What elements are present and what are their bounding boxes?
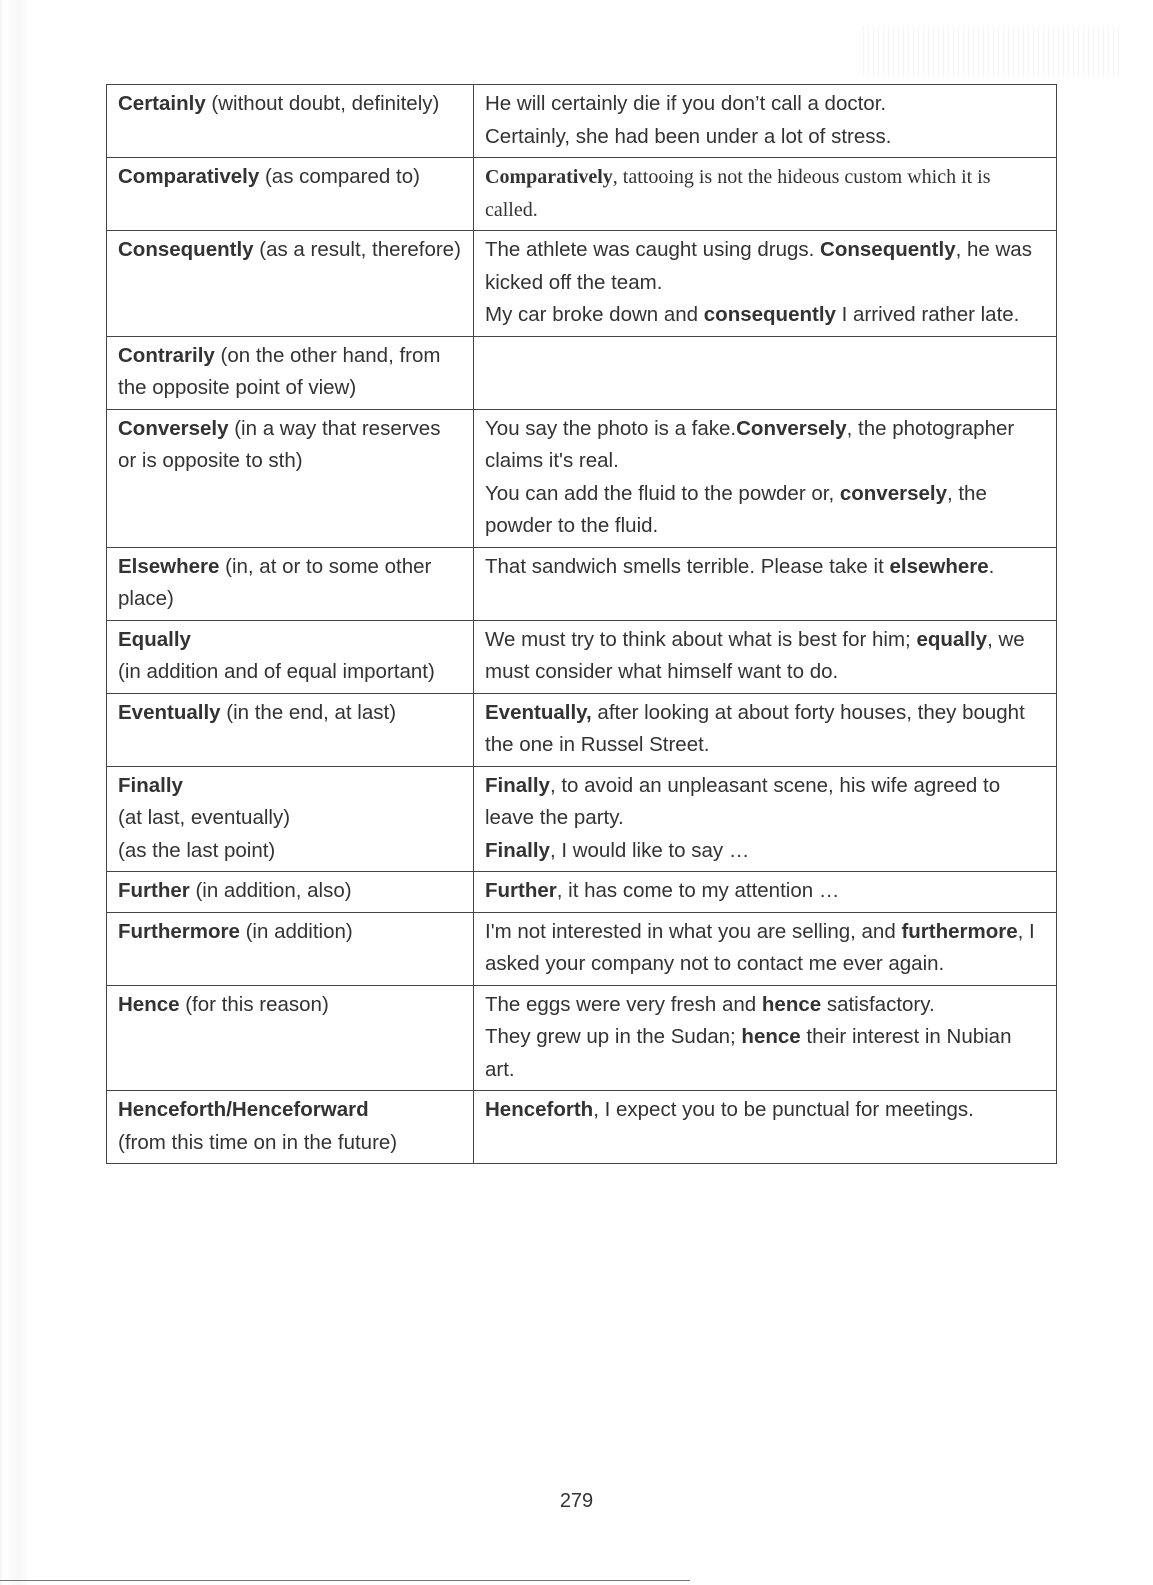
example-sentence [485, 88, 1046, 121]
example-sentence [485, 697, 1046, 762]
example-cell [474, 547, 1057, 620]
example-cell [474, 985, 1057, 1091]
example-sentence [485, 551, 1046, 584]
term-cell [107, 1091, 474, 1164]
term-word: Conversely [118, 416, 229, 440]
term-gloss: (at last, eventually) [118, 806, 291, 829]
term-word: Certainly [118, 92, 206, 115]
bottom-rule [0, 1580, 690, 1581]
example-sentence [485, 624, 1046, 689]
example-text: , tattooing is not the hideous custom which it is called. [485, 166, 991, 221]
term-cell [107, 85, 474, 158]
term-cell [107, 766, 474, 872]
term-word: Finally [118, 773, 183, 797]
example-highlight: Consequently [820, 238, 956, 261]
term-word: Henceforth/Henceforward [118, 1098, 369, 1121]
term-gloss: (in, at or to some other place) [118, 554, 432, 610]
term-cell [107, 985, 474, 1091]
vocabulary-table-body [107, 85, 1057, 1164]
term-cell [107, 409, 474, 547]
example-text: You can add the fluid to the powder or, [485, 481, 840, 505]
example-highlight: conversely [839, 481, 947, 505]
term-gloss: (in addition and of equal important) [118, 660, 435, 683]
table-row [107, 336, 1057, 409]
example-text: The athlete was caught using drugs. [485, 238, 821, 261]
example-sentence [485, 161, 1046, 226]
example-cell [474, 912, 1057, 985]
example-highlight: Comparatively [485, 166, 613, 188]
table-row [107, 766, 1057, 872]
term-gloss: (for this reason) [179, 992, 329, 1016]
table-row [107, 912, 1057, 985]
term-cell [107, 620, 474, 693]
term-word: Contrarily [118, 343, 215, 367]
example-text: their interest in Nubian art. [485, 1025, 1012, 1081]
example-text: , we must consider what himself want to do. [485, 627, 1025, 683]
example-text: , the powder to the fluid. [485, 481, 987, 537]
term-gloss: (on the other hand, from the opposite point of view) [118, 343, 441, 399]
example-highlight: Further [485, 879, 557, 902]
example-text: , I would like to say … [549, 838, 750, 862]
term-cell [107, 336, 474, 409]
example-highlight: consequently [703, 303, 836, 326]
example-cell [474, 85, 1057, 158]
term-gloss: (in a way that reserves or is opposite to sth) [118, 416, 441, 472]
term-word: Consequently [118, 238, 254, 261]
example-text: after looking at about forty houses, they bought the one in Russel Street. [485, 700, 1025, 756]
example-text: We must try to think about what is best for him; [485, 627, 917, 651]
example-highlight: Finally [485, 838, 550, 862]
term-cell [107, 231, 474, 337]
example-highlight: elsewhere [889, 554, 989, 578]
page-number: 279 [559, 1490, 594, 1512]
example-text: , he was kicked off the team. [485, 238, 1032, 294]
table-row [107, 409, 1057, 547]
example-cell [474, 620, 1057, 693]
term-gloss: (as the last point) [118, 838, 276, 862]
table-row [107, 693, 1057, 766]
example-text: That sandwich smells terrible. Please take it [485, 554, 890, 578]
example-sentence [485, 413, 1046, 478]
term-word: Hence [118, 992, 180, 1016]
scan-noise [863, 26, 1123, 76]
table-row [107, 985, 1057, 1091]
example-sentence [485, 299, 1046, 332]
table-row [107, 85, 1057, 158]
adverb-vocabulary-table [106, 84, 1057, 1164]
example-sentence [485, 478, 1046, 543]
table-row [107, 231, 1057, 337]
term-gloss: (without doubt, definitely) [205, 92, 440, 115]
example-cell [474, 872, 1057, 913]
example-sentence [485, 989, 1046, 1022]
example-cell [474, 231, 1057, 337]
term-word: Furthermore [118, 919, 240, 943]
table-row [107, 872, 1057, 913]
term-word: Comparatively [118, 165, 260, 188]
example-text: I arrived rather late. [835, 303, 1020, 326]
term-cell [107, 912, 474, 985]
example-text: The eggs were very fresh and [485, 992, 762, 1016]
term-cell [107, 547, 474, 620]
table-row [107, 158, 1057, 231]
term-gloss: (in addition) [239, 919, 353, 943]
term-gloss: (as a result, therefore) [253, 238, 461, 261]
term-word: Eventually [118, 700, 221, 724]
example-cell [474, 158, 1057, 231]
example-highlight: Conversely [736, 416, 847, 440]
term-gloss: (in addition, also) [189, 879, 352, 902]
example-text: You say the photo is a fake. [485, 416, 737, 440]
example-highlight: furthermore [901, 919, 1018, 943]
scan-edge-shadow [0, 0, 44, 1585]
table-row [107, 547, 1057, 620]
example-text: He will certainly die if you don’t call a doctor. [485, 92, 887, 115]
example-highlight: hence [741, 1025, 801, 1048]
example-sentence [485, 121, 1046, 154]
example-text: , to avoid an unpleasant scene, his wife agreed to leave the party. [485, 773, 1001, 829]
example-highlight: hence [761, 992, 822, 1016]
example-cell [474, 693, 1057, 766]
example-sentence [485, 234, 1046, 299]
term-gloss: (as compared to) [259, 165, 420, 188]
example-cell [474, 766, 1057, 872]
example-highlight: Eventually, [485, 700, 592, 724]
term-gloss: (in the end, at last) [220, 700, 397, 724]
example-cell [474, 1091, 1057, 1164]
example-cell [474, 409, 1057, 547]
example-text: satisfactory. [821, 992, 935, 1016]
example-text: , it has come to my attention … [556, 879, 840, 902]
example-text: , I asked your company not to contact me ever again. [485, 919, 1035, 975]
term-word: Equally [118, 627, 191, 651]
example-text: I'm not interested in what you are selling, and [485, 919, 902, 943]
example-text: . [988, 554, 995, 578]
term-cell [107, 158, 474, 231]
table-row [107, 1091, 1057, 1164]
term-cell [107, 693, 474, 766]
example-text: Certainly, she had been under a lot of stress. [485, 124, 892, 148]
example-sentence [485, 916, 1046, 981]
example-sentence [485, 1021, 1046, 1086]
example-sentence [485, 1094, 1046, 1127]
example-sentence [485, 770, 1046, 835]
table-row [107, 620, 1057, 693]
example-highlight: Finally [485, 773, 550, 797]
term-cell [107, 872, 474, 913]
example-text: They grew up in the Sudan; [485, 1025, 742, 1048]
example-text: My car broke down and [485, 303, 704, 326]
example-text: , the photographer claims it's real. [485, 416, 1015, 472]
example-sentence [485, 835, 1046, 868]
example-cell [474, 336, 1057, 409]
term-gloss: (from this time on in the future) [118, 1130, 398, 1154]
example-sentence [485, 875, 1046, 908]
example-highlight: equally [916, 627, 988, 651]
example-highlight: Henceforth [485, 1098, 594, 1121]
term-word: Elsewhere [118, 554, 220, 578]
term-word: Further [118, 879, 190, 902]
example-text: , I expect you to be punctual for meetings. [593, 1098, 974, 1121]
